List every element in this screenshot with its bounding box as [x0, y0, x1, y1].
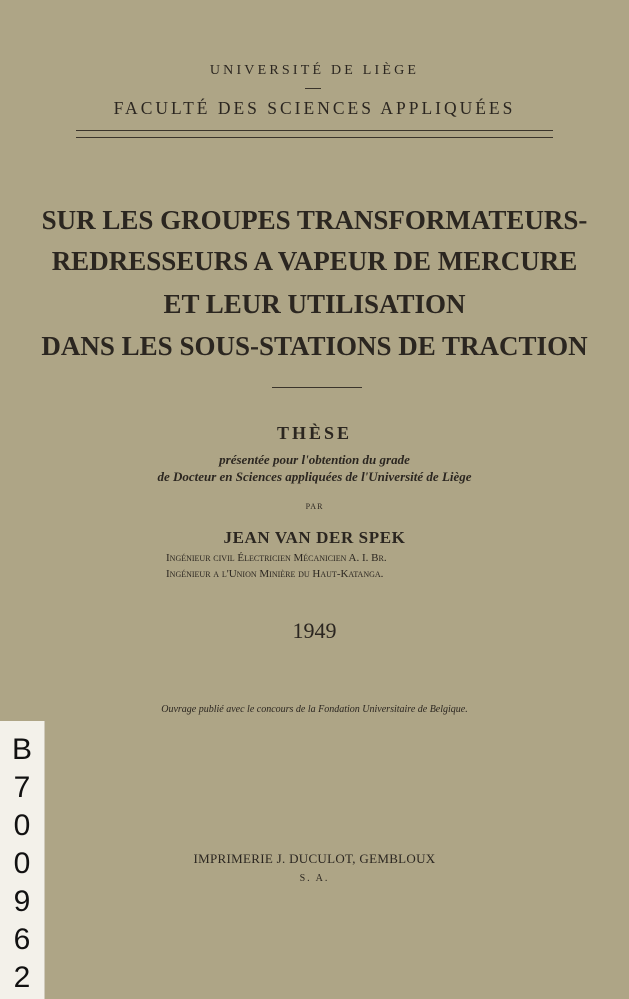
sponsor-note: Ouvrage publié avec le concours de la Fondation Universitaire de Belgique.: [161, 704, 468, 715]
shelf-label-char: 6: [13, 923, 31, 956]
faculty-name: FACULTÉ DES SCIENCES APPLIQUÉES: [113, 98, 516, 118]
title-line-4: DANS LES SOUS-STATIONS DE TRACTION: [41, 331, 588, 361]
university-name: UNIVERSITÉ DE LIÈGE: [209, 63, 420, 78]
thesis-heading: THÈSE: [276, 423, 353, 443]
title-line-1: SUR LES GROUPES TRANSFORMATEURS-: [41, 205, 588, 235]
shelf-label-char: B: [11, 733, 32, 766]
publisher-suffix: S. A.: [299, 873, 330, 884]
title-line-3: ET LEUR UTILISATION: [163, 289, 466, 319]
shelf-label: [0, 721, 45, 999]
author-credential-2: Ingénieur a l'Union Minière du Haut-Katanga.: [166, 568, 384, 580]
shelf-label-char: 9: [13, 885, 31, 918]
publication-year: 1949: [292, 618, 337, 643]
title-line-2: REDRESSEURS A VAPEUR DE MERCURE: [51, 246, 578, 276]
thesis-purpose-line-1: présentée pour l'obtention du grade: [219, 452, 410, 467]
shelf-label-char: 0: [13, 809, 31, 842]
double-rule-divider: [76, 130, 553, 138]
by-label: PAR: [305, 502, 324, 511]
title-rule: [272, 387, 362, 388]
author-name: JEAN VAN DER SPEK: [223, 528, 406, 547]
shelf-label-char: 2: [13, 961, 31, 994]
shelf-label-char: 0: [13, 847, 31, 880]
thesis-purpose-line-2: de Docteur en Sciences appliquées de l'Université de Liège: [157, 469, 472, 484]
short-rule: [305, 88, 321, 89]
author-credential-1: Ingénieur civil Électricien Mécanicien A. I. Br.: [166, 552, 387, 564]
publisher-name: IMPRIMERIE J. DUCULOT, GEMBLOUX: [193, 851, 436, 866]
shelf-label-char: 7: [13, 771, 31, 804]
